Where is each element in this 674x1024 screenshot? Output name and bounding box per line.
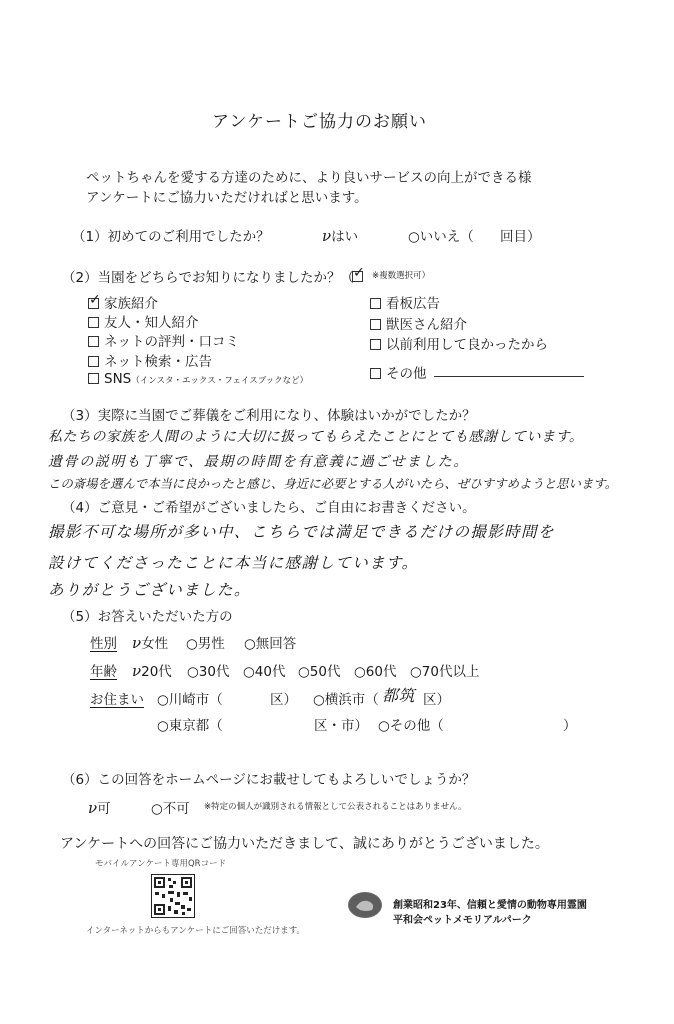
age-50s[interactable]: ○50代: [298, 664, 341, 680]
age-70s[interactable]: ○70代以上: [410, 664, 480, 680]
res-yokohama[interactable]: ○横浜市（: [313, 692, 379, 708]
qr-code-icon[interactable]: [151, 874, 195, 918]
gender-label: 性別: [90, 636, 117, 652]
checkbox: [370, 298, 381, 309]
q5-label: （5）お答えいただいた方の: [62, 609, 233, 625]
age-60s[interactable]: ○60代: [354, 664, 397, 680]
q4-label: （4）ご意見・ご希望がございましたら、ご自由にお書きください。: [62, 500, 476, 516]
q2-note: ※複数選択可）: [372, 271, 431, 281]
q2-other-line[interactable]: [434, 376, 584, 377]
q2-option-vet[interactable]: [370, 313, 467, 333]
q1-times-label: 回目）: [500, 229, 541, 245]
q1-no-option[interactable]: ○いいえ（: [408, 229, 474, 245]
checkbox: [88, 373, 99, 384]
checkmark-icon: ν: [322, 227, 332, 245]
age-40s[interactable]: ○40代: [243, 664, 286, 680]
option-label: その他: [386, 366, 427, 382]
option-label: ネット検索・広告: [104, 354, 212, 370]
res-yokohama-ward: 都筑: [382, 686, 416, 705]
age-20s[interactable]: [132, 660, 172, 680]
res-kawasaki[interactable]: ○川崎市（: [157, 692, 223, 708]
qr-label: モバイルアンケート専用QRコード: [95, 859, 227, 869]
res-yokohama-ku: 区）: [423, 692, 450, 708]
q2-option-previous[interactable]: [370, 333, 548, 353]
option-label: 可: [97, 801, 111, 817]
gender-none[interactable]: ○無回答: [244, 636, 297, 652]
q2-option-other[interactable]: [370, 362, 427, 382]
q2-label: （2）当園をどちらでお知りになりましたか？（: [62, 270, 354, 286]
checkbox: [88, 317, 99, 328]
checkbox: [352, 265, 365, 282]
checkbox: [88, 336, 99, 347]
option-label: ネットの評判・口コミ: [104, 334, 239, 350]
check-icon: ✓: [353, 265, 365, 281]
option-label: 家族紹介: [104, 296, 158, 312]
age-label: 年齢: [90, 664, 117, 680]
q6-yes[interactable]: [88, 797, 111, 817]
q2-option-friend[interactable]: [88, 311, 199, 331]
q2-option-search[interactable]: [88, 350, 212, 370]
q6-no[interactable]: ○不可: [151, 801, 190, 817]
q2-option-sns[interactable]: [88, 371, 308, 387]
q2-option-reviews[interactable]: [88, 330, 239, 350]
checkmark-icon: ν: [132, 634, 142, 652]
q1-label: （1）初めてのご利用でしたか？: [72, 229, 270, 245]
q4-answer-line-1: 撮影不可な場所が多い中、こちらでは満足できるだけの撮影時間を: [48, 523, 555, 541]
gender-female[interactable]: [132, 632, 168, 652]
company-logo-icon: [348, 892, 382, 918]
page-title: アンケートご協力のお願い: [212, 112, 427, 132]
res-other-close: ）: [563, 718, 577, 734]
q1-yes-option[interactable]: [322, 225, 358, 245]
q2-option-signboard[interactable]: [370, 292, 440, 312]
checkmark-icon: ν: [88, 799, 98, 817]
q2-multi-checkbox: [352, 266, 368, 285]
option-label: 看板広告: [386, 296, 440, 312]
residence-label: お住まい: [90, 692, 144, 708]
res-tokyo-ku: 区・市）: [314, 718, 368, 734]
footer-line-1: 創業昭和23年、信頼と愛情の動物専用霊園: [393, 900, 587, 911]
sns-note: （インスタ・エックス・フェイスブックなど）: [131, 376, 309, 386]
q3-answer-line-1: 私たちの家族を人間のように大切に扱ってもらえたことにとても感謝しています。: [48, 429, 584, 445]
checkbox: [370, 319, 381, 330]
check-icon: ✓: [89, 292, 101, 308]
qr-note: インターネットからもアンケートにご回答いただけます。: [86, 926, 306, 936]
option-label: 20代: [141, 664, 172, 680]
intro-line-1: ペットちゃんを愛する方達のために、より良いサービスの向上ができる様: [86, 170, 532, 186]
q3-label: （3）実際に当園でご葬儀をご利用になり、体験はいかがでしたか？: [62, 408, 476, 424]
q3-answer-line-3: この斎場を選んで本当に良かったと感じ、身近に必要とする人がいたら、ぜひすすめようと思います。: [48, 476, 618, 491]
checkbox: [370, 339, 381, 350]
checkbox: [88, 356, 99, 367]
thanks-text: アンケートへの回答にご協力いただきまして、誠にありがとうございました。: [60, 836, 549, 852]
q1-yes-label: はい: [331, 229, 359, 245]
res-tokyo[interactable]: ○東京都（: [157, 718, 223, 734]
gender-male[interactable]: ○男性: [186, 636, 225, 652]
intro-line-2: アンケートにご協力いただければと思います。: [86, 190, 368, 206]
footer-line-2: 平和会ペットメモリアルパーク: [393, 915, 532, 926]
q2-option-family[interactable]: [88, 292, 158, 312]
age-30s[interactable]: ○30代: [187, 664, 230, 680]
checkbox: [370, 368, 381, 379]
option-label: 以前利用して良かったから: [386, 337, 548, 353]
res-kawasaki-ku: 区）: [270, 692, 297, 708]
q4-answer-line-2: 設けてくださったことに本当に感謝しています。: [48, 554, 419, 572]
checkmark-icon: ν: [132, 662, 142, 680]
q6-note: ※特定の個人が識別される情報として公表されることはありません。: [204, 802, 467, 812]
q3-answer-line-2: 遺骨の説明も丁寧で、最期の時間を有意義に過ごせました。: [48, 454, 469, 470]
option-label: 友人・知人紹介: [104, 315, 199, 331]
option-label: SNS: [104, 371, 132, 387]
option-label: 女性: [141, 636, 169, 652]
q4-answer-line-3: ありがとうございました。: [48, 581, 251, 599]
res-other[interactable]: ○その他（: [378, 718, 444, 734]
checkbox: [88, 292, 101, 309]
q6-label: （6）この回答をホームページにお載せしてもよろしいでしょうか？: [62, 772, 476, 788]
option-label: 獣医さん紹介: [386, 317, 467, 333]
